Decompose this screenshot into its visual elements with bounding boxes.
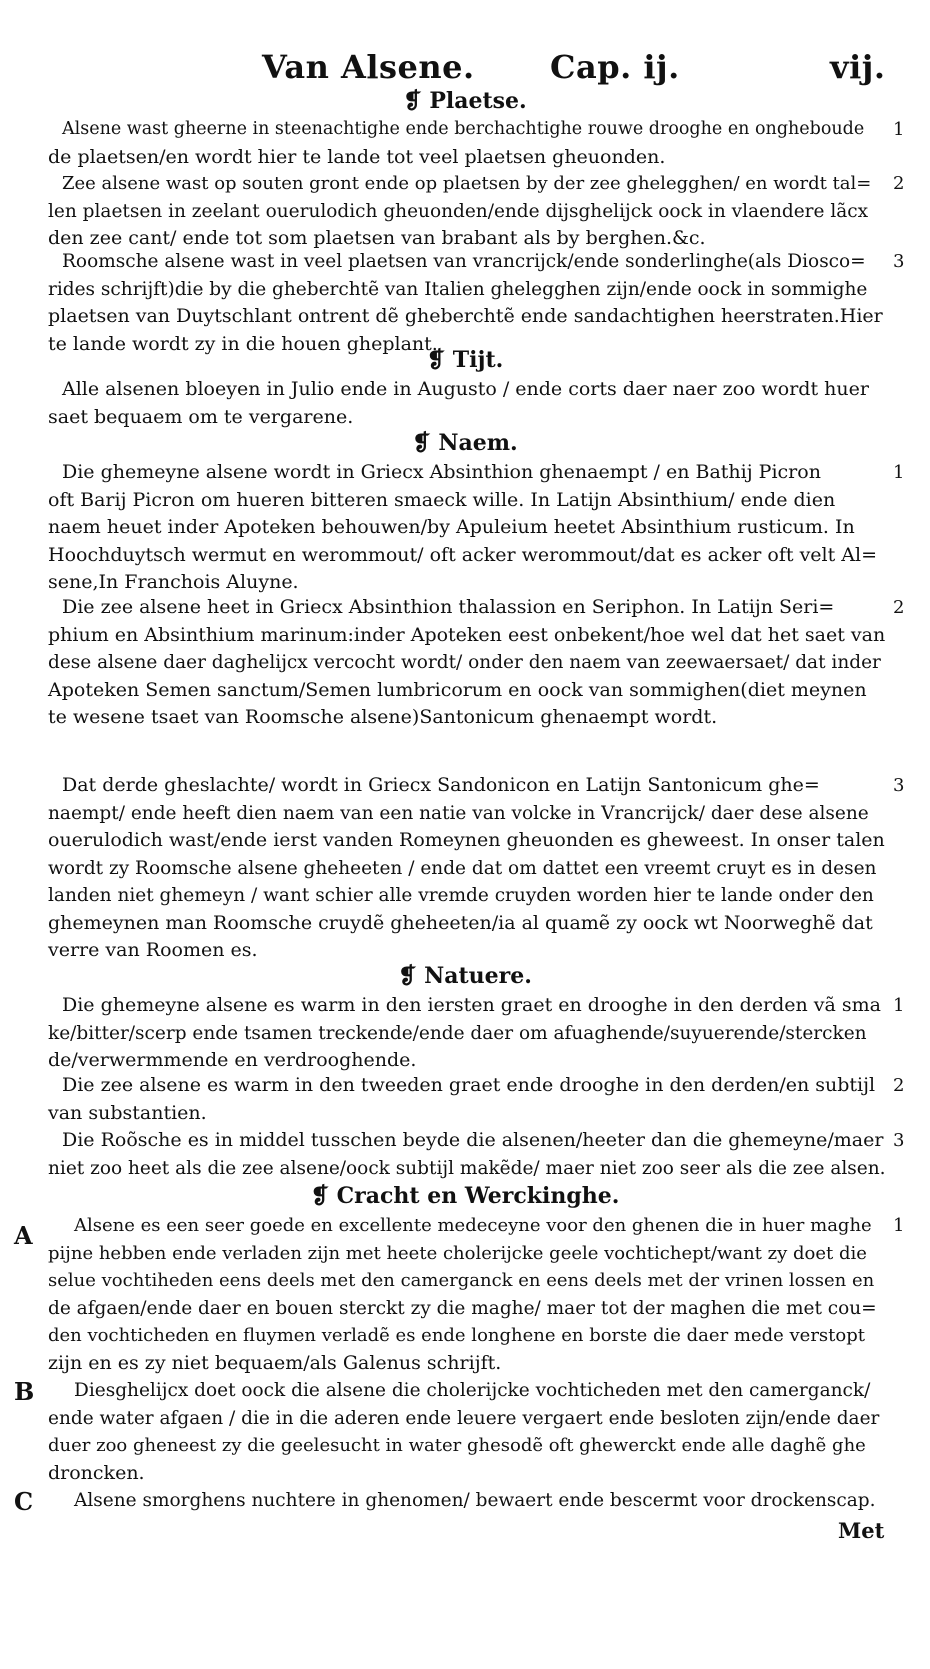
paragraph xyxy=(48,772,886,965)
text-line: dese alsene daer daghelijcx vercocht wordt/ onder den naem van zeewaersaet/ dat inder xyxy=(48,652,881,673)
text-line: Hoochduytsch wermut en werommout/ oft acker werommout/dat es acker oft velt Al= xyxy=(48,543,878,566)
text-line: te lande wordt zy in die houen gheplant. xyxy=(48,332,438,355)
text-line: sene,In Franchois Aluyne. xyxy=(48,571,299,593)
paragraph-number: 1 xyxy=(893,995,905,1016)
text-line: de plaetsen/en wordt hier te lande tot veel plaetsen gheuonden. xyxy=(48,145,666,168)
text-line: plaetsen van Duytschlant ontrent dẽ gheberchtẽ ende sandachtighen heerstraten.Hier xyxy=(48,305,883,327)
text-line: de/verwermmende en verdrooghende. xyxy=(48,1049,417,1071)
paragraph-number: 2 xyxy=(893,173,905,194)
text-line: den vochticheden en fluymen verladẽ es ende longhene en borste die daer mede verstopt xyxy=(48,1325,865,1346)
folio-number: vij. xyxy=(830,48,886,86)
paragraph xyxy=(48,459,886,597)
paragraph-number: 1 xyxy=(893,1215,905,1236)
catchword: Met xyxy=(838,1518,885,1543)
paragraph xyxy=(48,1212,886,1377)
text-line: landen niet ghemeyn / want schier alle vremde cruyden worden hier te lande onder den xyxy=(48,885,874,906)
text-line: te wesene tsaet van Roomsche alsene)Santonicum ghenaempt wordt. xyxy=(48,706,718,728)
paragraph xyxy=(48,116,886,171)
text-line: ouerulodich wast/ende ierst vanden Romeynen gheuonden es gheweest. In onser talen xyxy=(48,829,885,851)
text-line: zijn en es zy niet bequaem/als Galenus schrijft. xyxy=(48,1351,502,1374)
text-line: Alsene es een seer goede en excellente medeceyne voor den ghenen die in huer maghe xyxy=(74,1215,872,1236)
text-line: Die ghemeyne alsene es warm in den iersten graet en drooghe in den derden vã sma xyxy=(62,994,882,1016)
text-line: niet zoo heet als die zee alsene/oock subtijl makẽde/ maer niet zoo seer als die zee alsen. xyxy=(48,1157,886,1179)
section-heading-cracht: ❡ Cracht en Werckinghe. xyxy=(310,1183,620,1209)
text-line: Die zee alsene es warm in den tweeden graet ende drooghe in den derden/en subtijl xyxy=(62,1074,876,1096)
margin-letter: C xyxy=(14,1487,34,1516)
text-line: wordt zy Roomsche alsene gheheeten / ende dat om dattet een vreemt cruyt es in desen xyxy=(48,857,877,879)
text-line: Die Roõsche es in middel tusschen beyde die alsenen/heeter dan die ghemeyne/maer xyxy=(62,1129,884,1151)
text-line: naem heuet inder Apoteken behouwen/by Apuleium heetet Absinthium rusticum. In xyxy=(48,516,855,538)
section-heading-naem: ❡ Naem. xyxy=(412,430,518,456)
text-line: droncken. xyxy=(48,1461,145,1484)
paragraph xyxy=(48,594,886,732)
paragraph-number: 3 xyxy=(893,775,905,796)
text-line: len plaetsen in zeelant ouerulodich gheuonden/ende dijsghelijck oock in vlaendere lãcx xyxy=(48,200,869,222)
text-line: Dat derde gheslachte/ wordt in Griecx Sandonicon en Latijn Santonicum ghe= xyxy=(62,774,820,796)
paragraph-number: 1 xyxy=(893,462,905,483)
text-line: ke/bitter/scerp ende tsamen treckende/ende daer om afuaghende/suyuerende/stercken xyxy=(48,1022,867,1044)
paragraph-number: 2 xyxy=(893,1075,905,1096)
running-title: Van Alsene. xyxy=(262,48,475,86)
text-line: Die ghemeyne alsene wordt in Griecx Absinthion ghenaempt / en Bathij Picron xyxy=(62,461,821,483)
text-line: Die zee alsene heet in Griecx Absinthion thalassion en Seriphon. In Latijn Seri= xyxy=(62,596,835,618)
paragraph xyxy=(48,376,886,431)
text-line: verre van Roomen es. xyxy=(48,939,258,961)
paragraph xyxy=(48,248,886,358)
paragraph xyxy=(48,170,886,253)
text-line: Roomsche alsene wast in veel plaetsen van vrancrijck/ende sonderlinghe(als Diosco= xyxy=(62,251,866,272)
text-line: ende water afgaen / die in die aderen ende leuere vergaert ende besloten zijn/ende daer xyxy=(48,1407,880,1429)
text-line: rides schrijft)die by die gheberchtẽ van Italien ghelegghen zijn/ende oock in sommighe xyxy=(48,278,868,300)
paragraph-number: 3 xyxy=(893,251,905,272)
text-line: Alle alsenen bloeyen in Julio ende in Augusto / ende corts daer naer zoo wordt huer xyxy=(62,378,869,400)
running-header xyxy=(0,48,930,92)
text-line: saet bequaem om te vergarene. xyxy=(48,405,354,428)
section-heading-plaetse: ❡ Plaetse. xyxy=(403,88,527,114)
text-line: Alsene wast gheerne in steenachtighe ende berchachtighe rouwe drooghe en ongheboude xyxy=(62,119,865,139)
section-heading-tijt: ❡ Tijt. xyxy=(426,347,504,373)
section-heading-natuere: ❡ Natuere. xyxy=(398,963,532,989)
paragraph xyxy=(48,1487,886,1515)
chapter-number: Cap. ij. xyxy=(550,48,680,86)
text-line: duer zoo gheneest zy die geelesucht in water ghesodẽ oft ghewerckt ende alle daghẽ ghe xyxy=(48,1435,866,1456)
text-line: Zee alsene wast op souten gront ende op plaetsen by der zee ghelegghen/ en wordt tal= xyxy=(62,173,872,194)
text-line: oft Barij Picron om hueren bitteren smaeck wille. In Latijn Absinthium/ ende dien xyxy=(48,488,836,511)
paragraph xyxy=(48,1127,886,1182)
paragraph-number: 3 xyxy=(893,1130,905,1151)
paragraph-number: 2 xyxy=(893,597,905,618)
paragraph-number: 1 xyxy=(893,119,905,140)
paragraph xyxy=(48,992,886,1075)
text-line: pijne hebben ende verladen zijn met heete cholerijcke geele vochtichept/want zy doet die xyxy=(48,1242,867,1264)
text-line: ghemeynen man Roomsche cruydẽ gheheeten/ia al quamẽ zy oock wt Noorweghẽ dat xyxy=(48,911,873,934)
margin-letter: A xyxy=(14,1221,33,1250)
text-line: Diesghelijcx doet oock die alsene die cholerijcke vochticheden met den camerganck/ xyxy=(74,1380,871,1401)
text-line: van substantien. xyxy=(48,1101,207,1124)
text-line: Alsene smorghens nuchtere in ghenomen/ bewaert ende bescermt voor drockenscap. xyxy=(74,1490,876,1511)
text-line: de afgaen/ende daer en bouen sterckt zy die maghe/ maer tot der maghen die met cou= xyxy=(48,1297,877,1319)
margin-letter: B xyxy=(14,1377,35,1406)
text-line: selue vochtiheden eens deels met den camerganck en eens deels met der vrinen lossen en xyxy=(48,1270,875,1291)
text-line: Apoteken Semen sanctum/Semen lumbricorum en oock van sommighen(diet meynen xyxy=(48,678,867,701)
text-line: naempt/ ende heeft dien naem van een natie van volcke in Vrancrijck/ daer dese alsene xyxy=(48,802,869,824)
paragraph xyxy=(48,1072,886,1127)
paragraph xyxy=(48,1377,886,1487)
text-line: den zee cant/ ende tot som plaetsen van brabant als by berghen.&c. xyxy=(48,227,706,249)
text-line: phium en Absinthium marinum:inder Apoteken eest onbekent/hoe wel dat het saet van xyxy=(48,623,886,646)
